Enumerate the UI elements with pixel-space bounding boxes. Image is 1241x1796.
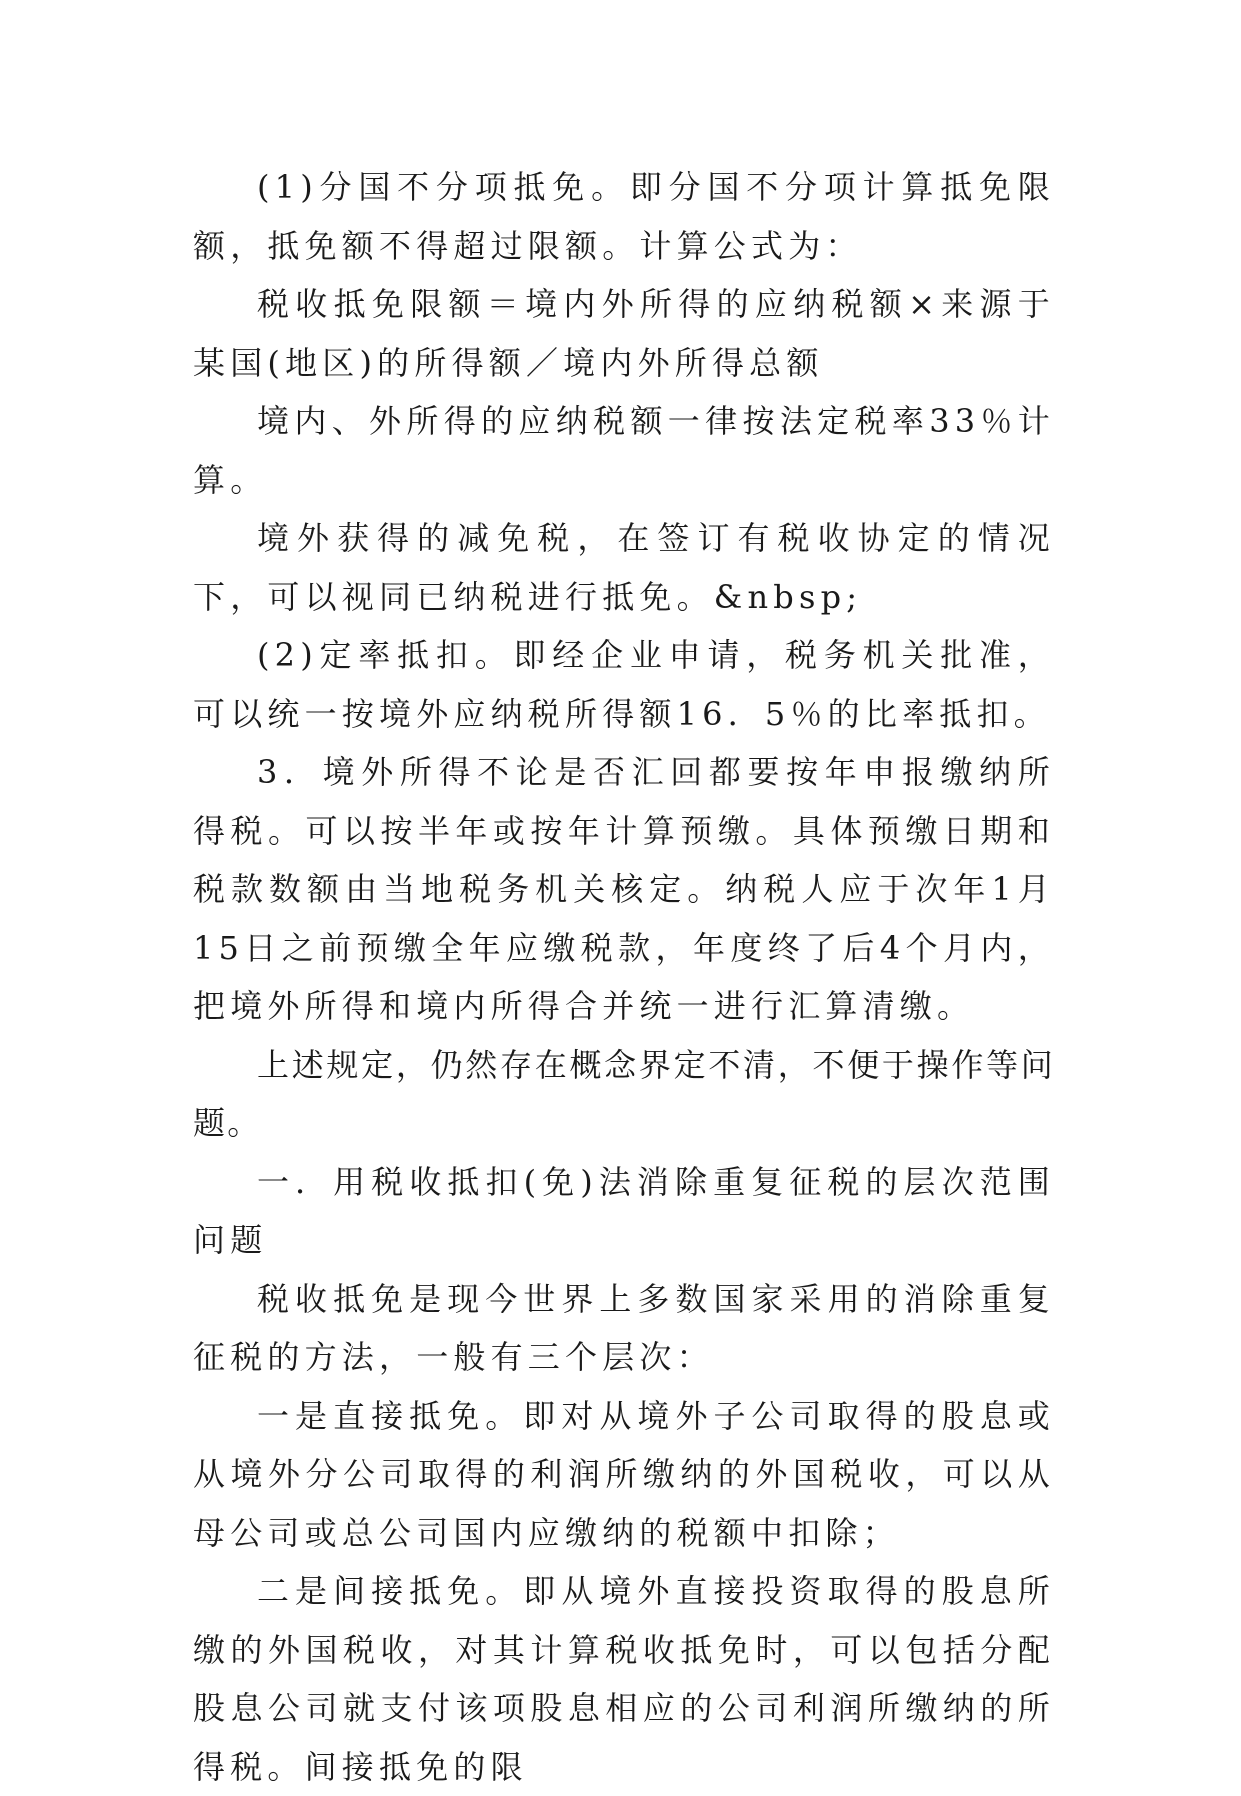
paragraph: 境外获得的减免税，在签订有税收协定的情况下，可以视同已纳税进行抵免。&nbsp; [193,519,1055,616]
paragraph: 税收抵免是现今世界上多数国家采用的消除重复征税的方法，一般有三个层次： [193,1279,1055,1376]
paragraph: 二是间接抵免。即从境外直接投资取得的股息所缴的外国税收，对其计算税收抵免时，可以包括分配股息公司就支付该项股息相应的公司利润所缴纳的所得税。间接抵免的限 [193,1572,1055,1786]
body-text [193,158,1055,1796]
section-heading: 一．用税收抵扣(免)法消除重复征税的层次范围问题 [193,1162,1055,1259]
paragraph: 税收抵免限额＝境内外所得的应纳税额×来源于某国(地区)的所得额／境内外所得总额 [193,285,1055,382]
paragraph: 境内、外所得的应纳税额一律按法定税率33％计算。 [193,402,1055,499]
paragraph: 上述规定，仍然存在概念界定不清，不便于操作等问题。 [193,1045,1055,1142]
paragraph: (2)定率抵扣。即经企业申请，税务机关批准，可以统一按境外应纳税所得额16．5％的比率抵扣。 [193,636,1055,733]
paragraph: 一是直接抵免。即对从境外子公司取得的股息或从境外分公司取得的利润所缴纳的外国税收，可以从母公司或总公司国内应缴纳的税额中扣除； [193,1396,1055,1552]
paragraph: (1)分国不分项抵免。即分国不分项计算抵免限额，抵免额不得超过限额。计算公式为： [193,168,1055,265]
paragraph: 3．境外所得不论是否汇回都要按年申报缴纳所得税。可以按半年或按年计算预缴。具体预缴日期和税款数额由当地税务机关核定。纳税人应于次年1月15日之前预缴全年应缴税款，年度终了后4个月内，把境外所得和境内所得合并统一进行汇算清缴。 [193,753,1055,1025]
